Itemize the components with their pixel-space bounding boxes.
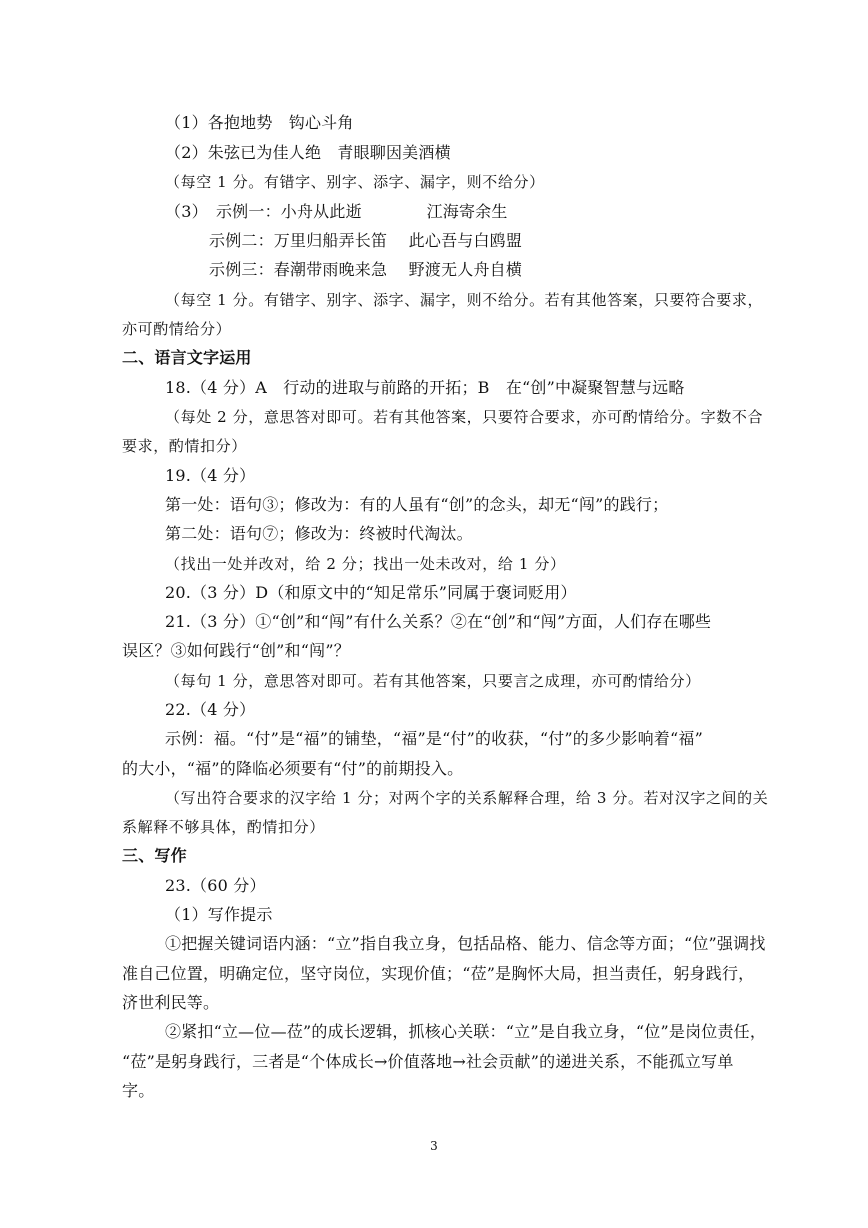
question-18: 18.（4 分）A 行动的进取与前路的开拓；B 在“创”中凝聚智慧与远略 xyxy=(165,378,685,397)
question-21: 21.（3 分）①“创”和“闯”有什么关系？②在“创”和“闯”方面，人们存在哪些 xyxy=(165,612,712,631)
answer-line-1: （1）各抱地势 钩心斗角 xyxy=(165,113,354,132)
tip-2-cont: 字。 xyxy=(122,1081,155,1100)
example-line-3: 示例三：春潮带雨晚来急 野渡无人舟自横 xyxy=(209,260,523,279)
answer-line-cont: 的大小，“福”的降临必须要有“付”的前期投入。 xyxy=(122,759,464,778)
answer-line: 第二处：语句⑦；修改为：终被时代淘汰。 xyxy=(165,524,473,543)
question-22: 22.（4 分） xyxy=(165,700,256,719)
tip-1-cont: 准自己位置，明确定位，坚守岗位，实现价值；“莅”是胸怀大局，担当责任，躬身践行， xyxy=(122,964,755,983)
answer-line-2: （2）朱弦已为佳人绝 青眼聊因美酒横 xyxy=(165,143,451,162)
tip-2: ②紧扣“立—位—莅”的成长逻辑，抓核心关联：“立”是自我立身，“位”是岗位责任， xyxy=(165,1022,767,1041)
scoring-note: （每处 2 分，意思答对即可。若有其他答案，只要符合要求，亦可酌情给分。字数不合 xyxy=(165,408,764,426)
scoring-note-cont: 亦可酌情给分） xyxy=(122,320,232,338)
question-23: 23.（60 分） xyxy=(165,876,266,895)
answer-line: 示例：福。“付”是“福”的铺垫，“福”是“付”的收获，“付”的多少影响着“福” xyxy=(165,729,703,748)
question-20: 20.（3 分）D（和原文中的“知足常乐”同属于褒词贬用） xyxy=(165,583,577,602)
scoring-note-cont: 系解释不够具体，酌情扣分） xyxy=(122,818,325,836)
tip-1-cont: 济世利民等。 xyxy=(122,993,220,1012)
answer-line-3: （3） 示例一：小舟从此逝 江海寄余生 xyxy=(165,202,508,221)
tip-1: ①把握关键词语内涵：“立”指自我立身，包括品格、能力、信念等方面；“位”强调找 xyxy=(165,934,766,953)
scoring-note: （写出符合要求的汉字给 1 分；对两个字的关系解释合理，给 3 分。若对汉字之间的关 xyxy=(165,789,769,807)
question-21-cont: 误区？③如何践行“创”和“闯”？ xyxy=(122,641,350,660)
page-number: 3 xyxy=(430,1139,438,1153)
example-line-2: 示例二：万里归船弄长笛 此心吾与白鸥盟 xyxy=(209,231,523,250)
scoring-note: （每句 1 分，意思答对即可。若有其他答案，只要言之成理，亦可酌情给分） xyxy=(165,672,701,690)
writing-tips-heading: （1）写作提示 xyxy=(165,905,273,924)
question-19: 19.（4 分） xyxy=(165,466,256,485)
answer-line: 第一处：语句③；修改为：有的人虽有“创”的念头，却无“闯”的践行； xyxy=(165,495,669,514)
scoring-note-cont: 要求，酌情扣分） xyxy=(122,437,247,455)
tip-2-cont: “莅”是躬身践行，三者是“个体成长→价值落地→社会贡献”的递进关系，不能孤立写单 xyxy=(122,1052,734,1071)
section-heading: 三、写作 xyxy=(122,846,187,865)
scoring-note: （找出一处并改对，给 2 分；找出一处未改对，给 1 分） xyxy=(165,555,566,573)
scoring-note: （每空 1 分。有错字、别字、添字、漏字，则不给分。若有其他答案，只要符合要求， xyxy=(165,291,764,309)
section-heading: 二、语言文字运用 xyxy=(122,348,252,367)
scoring-note: （每空 1 分。有错字、别字、添字、漏字，则不给分） xyxy=(165,173,545,191)
